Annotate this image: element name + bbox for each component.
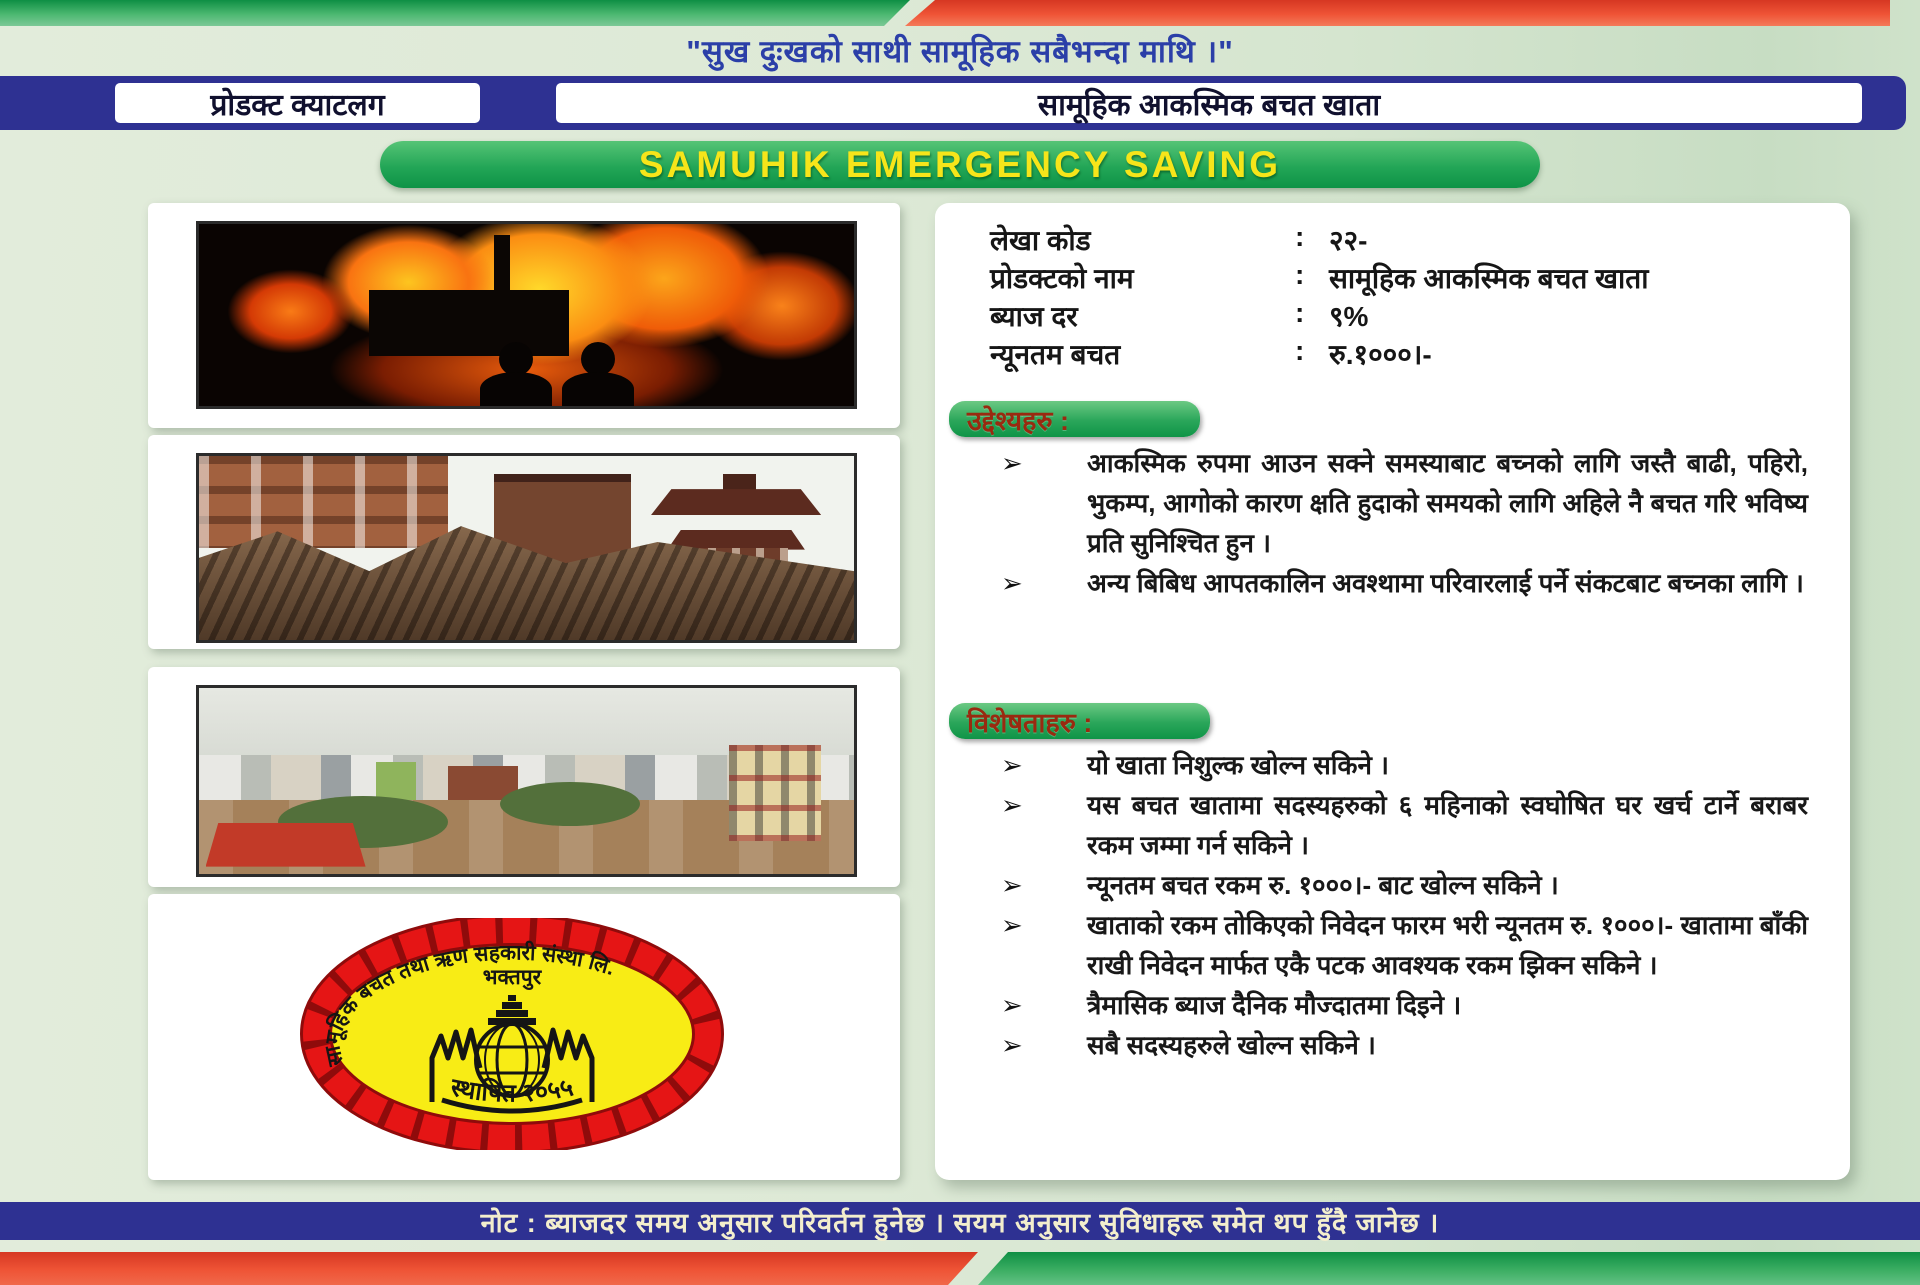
note-text: नोट : ब्याजदर समय अनुसार परिवर्तन हुनेछ । सयम अनुसार सुविधाहरू समेत थप हुँदै जानेछ । <box>480 1207 1440 1238</box>
feature-text: यस बचत खातामा सदस्यहरुको ६ महिनाको स्वघोषित घर खर्च टार्ने बराबर रकम जम्मा गर्न सकिने । <box>1087 790 1808 860</box>
earthquake-photo-card <box>148 435 900 649</box>
detail-label: न्यूनतम बचत <box>990 339 1121 370</box>
bottom-red-stripe <box>0 1252 978 1285</box>
objectives-list <box>995 443 1808 603</box>
top-green-stripe <box>0 0 910 26</box>
detail-row-interest-rate <box>990 297 1810 335</box>
arrow-bullet-icon: ➢ <box>1001 1030 1023 1060</box>
features-list <box>995 745 1808 1065</box>
product-title-box <box>556 83 1862 123</box>
vegetation-patch <box>500 782 640 826</box>
feature-item <box>995 745 1808 785</box>
header-bar <box>0 76 1906 130</box>
bottom-green-stripe <box>978 1252 1920 1285</box>
detail-label: लेखा कोड <box>990 225 1091 256</box>
features-title-text: विशेषताहरु : <box>967 707 1093 738</box>
silhouette-person-head <box>581 342 615 376</box>
detail-separator: : <box>1295 221 1305 252</box>
silhouette-person-head <box>499 342 533 376</box>
objective-text: अन्य बिबिध आपतकालिन अवश्थामा परिवारलाई पर्ने संकटबाट बच्नका लागि । <box>1087 568 1804 598</box>
arrow-bullet-icon: ➢ <box>1001 750 1023 780</box>
detail-label: प्रोडक्टको नाम <box>990 263 1134 294</box>
detail-separator: : <box>1295 297 1305 328</box>
detail-value: रु.१०००।- <box>1329 339 1432 370</box>
feature-text: त्रैमासिक ब्याज दैनिक मौज्दातमा दिइने । <box>1087 990 1462 1020</box>
logo-org-text: सामूहिक बचत तथा ऋण सहकारी संस्था लि. <box>321 941 618 1068</box>
pagoda-roof-upper <box>651 489 821 515</box>
arrow-bullet-icon: ➢ <box>1001 568 1023 598</box>
fire-photo <box>196 221 857 409</box>
silhouette-person-body <box>562 372 634 406</box>
feature-item <box>995 865 1808 905</box>
collapsed-brick-building <box>199 456 448 548</box>
feature-item <box>995 785 1808 865</box>
objectives-title-text: उद्देश्यहरु : <box>967 405 1069 436</box>
detail-row-minimum-saving <box>990 335 1810 373</box>
fire-photo-card <box>148 203 900 428</box>
feature-item <box>995 985 1808 1025</box>
english-banner <box>380 141 1540 188</box>
feature-text: यो खाता निशुल्क खोल्न सकिने । <box>1087 750 1390 780</box>
earthquake-photo <box>196 453 857 643</box>
logo-established-text: स्थापित २०५५ <box>448 1073 576 1108</box>
detail-value: २२- <box>1329 225 1368 256</box>
fire-dark-post <box>494 235 510 344</box>
arrow-bullet-icon: ➢ <box>1001 910 1023 940</box>
detail-row-product-name <box>990 259 1810 297</box>
detail-row-account-code <box>990 221 1810 259</box>
features-section-title <box>949 703 1210 739</box>
objective-item <box>995 563 1808 603</box>
feature-text: न्यूनतम बचत रकम रु. १०००।- बाट खोल्न सकिने । <box>1087 870 1559 900</box>
feature-text: खाताको रकम तोकिएको निवेदन फारम भरी न्यूनतम रु. १०००।- खातामा बाँकी राखी निवेदन मार्फत एकै पटक आवश्यक रकम झिक्न सकिने । <box>1087 910 1808 980</box>
detail-label: ब्याज दर <box>990 301 1078 332</box>
english-banner-text: SAMUHIK EMERGENCY SAVING <box>638 143 1282 185</box>
product-details-panel <box>935 203 1850 1180</box>
objective-text: आकस्मिक रुपमा आउन सक्ने समस्याबाट बच्नको लागि जस्तै बाढी, पहिरो, भुकम्प, आगोको कारण क्षति हुदाको समयको लागि अहिले नै बचत गरि भविष्य प्रति सुनिश्चित हुन । <box>1087 448 1808 558</box>
red-roof-structure <box>206 823 366 867</box>
objective-item <box>995 443 1808 563</box>
top-red-stripe <box>905 0 1890 26</box>
feature-item <box>995 1025 1808 1065</box>
motto-quote: "सुख दुःखको साथी सामूहिक सबैभन्दा माथि ।" <box>686 34 1234 69</box>
silhouette-person-body <box>480 372 552 406</box>
catalog-label-box <box>115 83 480 123</box>
flood-photo-card <box>148 667 900 887</box>
note-bar <box>0 1202 1920 1240</box>
catalog-label: प्रोडक्ट क्याटलग <box>210 88 385 122</box>
arrow-bullet-icon: ➢ <box>1001 790 1023 820</box>
arrow-bullet-icon: ➢ <box>1001 870 1023 900</box>
product-title: सामूहिक आकस्मिक बचत खाता <box>1037 88 1381 122</box>
fire-dark-beam <box>369 290 569 356</box>
detail-separator: : <box>1295 259 1305 290</box>
cooperative-logo-card <box>148 894 900 1180</box>
account-details <box>990 221 1810 373</box>
detail-value: सामूहिक आकस्मिक बचत खाता <box>1329 263 1649 294</box>
detail-separator: : <box>1295 335 1305 366</box>
arrow-bullet-icon: ➢ <box>1001 448 1023 478</box>
tall-building-in-water <box>729 745 821 841</box>
feature-item <box>995 905 1808 985</box>
arrow-bullet-icon: ➢ <box>1001 990 1023 1020</box>
detail-value: ९% <box>1329 301 1369 332</box>
cooperative-logo <box>280 918 744 1150</box>
objectives-section-title <box>949 401 1200 437</box>
logo-place-text: भक्तपुर <box>482 966 542 989</box>
flood-photo <box>196 685 857 877</box>
feature-text: सबै सदस्यहरुले खोल्न सकिने । <box>1087 1030 1376 1060</box>
